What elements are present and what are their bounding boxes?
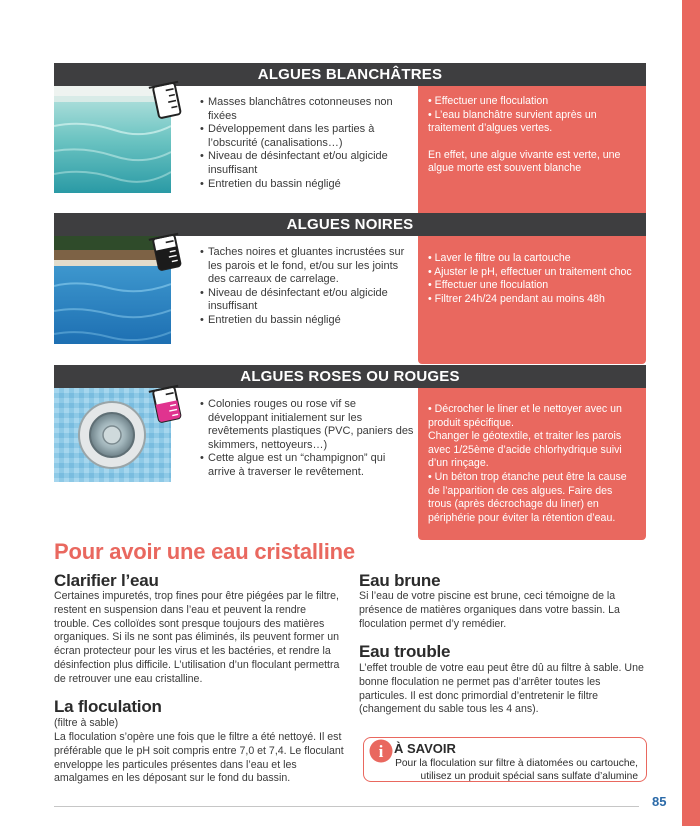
symptom-item: • Niveau de désinfectant et/ou algicide insuffisant bbox=[200, 287, 415, 314]
symptom-item: • Masses blanchâtres cotonneuses non fixées bbox=[200, 96, 415, 123]
remedy-box bbox=[418, 86, 646, 219]
floculation-heading: La floculation bbox=[54, 697, 162, 716]
remedy-item: • Un béton trop étanche peut être la cause de l’apparition de ces algues. Faire des trous (après décrochage du liner) en périphérie pour éviter la rétention d’eau. bbox=[428, 470, 627, 524]
eau-brune-text: Si l’eau de votre piscine est brune, ceci témoigne de la présence de matières organiques dans votre bassin. La floculation permet d’y remédier. bbox=[359, 590, 620, 630]
info-icon-letter: i bbox=[378, 742, 384, 761]
symptom-item: • Développement dans les parties à l’obscurité (canalisations…) bbox=[200, 123, 415, 150]
side-color-strip bbox=[682, 0, 700, 826]
remedy-extra: Changer le géotextile, et traiter les parois avec 1/25ème d’acide chlorhydrique suivi d’un rinçage. bbox=[428, 430, 622, 470]
symptom-item: • Taches noires et gluantes incrustées sur les parois et le fond, et/ou sur les joints des carreaux de carrelage. bbox=[200, 246, 415, 287]
remedy-item: • Décrocher le liner et le nettoyer avec un produit spécifique. bbox=[428, 403, 622, 429]
remedy-item: • Laver le filtre ou la cartouche bbox=[428, 252, 571, 264]
section-title: ALGUES BLANCHÂTRES bbox=[54, 63, 646, 86]
a-savoir-text: Pour la floculation sur filtre à diatomées ou cartouche, utilisez un produit spécial sans sulfate d’alumine bbox=[395, 758, 638, 782]
symptom-item: • Entretien du bassin négligé bbox=[200, 178, 415, 192]
section-algues-noires bbox=[54, 213, 646, 364]
eau-trouble-heading: Eau trouble bbox=[359, 642, 451, 661]
remedy-box bbox=[418, 236, 646, 364]
symptom-item: • Colonies rouges ou rose vif se développant initialement sur les revêtements plastiques (PVC, paniers des skimmers, nettoyeurs…) bbox=[200, 398, 415, 452]
remedy-note: En effet, une algue vivante est verte, une algue morte est souvent blanche bbox=[428, 148, 621, 175]
remedy-item: • Effectuer une floculation bbox=[428, 95, 549, 107]
remedy-item: • Filtrer 24h/24 pendant au moins 48h bbox=[428, 292, 605, 305]
remedy-item: • L’eau blanchâtre survient après un traitement d’algues vertes. bbox=[428, 108, 597, 135]
symptom-item: • Cette algue est un “champignon” qui arrive à traverser le revêtement. bbox=[200, 452, 415, 479]
section-title: ALGUES ROSES OU ROUGES bbox=[54, 365, 646, 388]
main-title: Pour avoir une eau cristalline bbox=[54, 539, 355, 564]
remedy-box bbox=[418, 388, 646, 540]
remedy-item: • Effectuer une floculation bbox=[428, 279, 549, 292]
beaker-icon-pink bbox=[146, 382, 192, 428]
a-savoir-title: À SAVOIR bbox=[394, 741, 456, 756]
a-savoir-box bbox=[363, 737, 647, 782]
floculation-text: La floculation s’opère une fois que le filtre a été nettoyé. Il est préférable que le pH soit compris entre 7,0 et 7,4. Le floculant enveloppe les particules présentes dans l’eau et les amalgames en les déposant sur le fond du bassin. bbox=[54, 731, 344, 785]
beaker-icon-white bbox=[146, 78, 192, 124]
symptoms-list bbox=[200, 246, 415, 328]
footer-divider bbox=[54, 806, 639, 807]
floculation-subheading: (filtre à sable) bbox=[54, 717, 119, 729]
eau-trouble-text: L’effet trouble de votre eau peut être dû au filtre à sable. Une bonne floculation ne permet pas d’arrêter toutes les particules. Il est donc primordial d’entretenir le filtre (changement du sable tous les 4 ans). bbox=[359, 662, 644, 716]
symptoms-list bbox=[200, 96, 415, 191]
remedy-item: • Ajuster le pH, effectuer un traitement choc bbox=[428, 265, 632, 278]
section-title: ALGUES NOIRES bbox=[54, 213, 646, 236]
beaker-icon-black bbox=[146, 230, 192, 276]
clarifier-heading: Clarifier l’eau bbox=[54, 571, 159, 590]
symptom-item: • Niveau de désinfectant et/ou algicide insuffisant bbox=[200, 150, 415, 177]
eau-brune-heading: Eau brune bbox=[359, 571, 441, 590]
clarifier-text: Certaines impuretés, trop fines pour être piégées par le filtre, restent en suspension dans l’eau et peuvent la rendre trouble. Ces colloïdes sont presque toujours des matières organiques. Si ils ne sont pas éliminés, ils peuvent former un écran protecteur pour les virus et les bactéries, et rendre la désinfection plus difficile. L’utilisation d’un floculant permettra de retrouver une eau cristalline. bbox=[54, 590, 340, 685]
page-number: 85 bbox=[652, 794, 667, 809]
section-algues-roses bbox=[54, 365, 646, 540]
section-algues-blanchatres bbox=[54, 63, 646, 219]
symptom-item: • Entretien du bassin négligé bbox=[200, 314, 415, 328]
symptoms-list bbox=[200, 398, 415, 480]
